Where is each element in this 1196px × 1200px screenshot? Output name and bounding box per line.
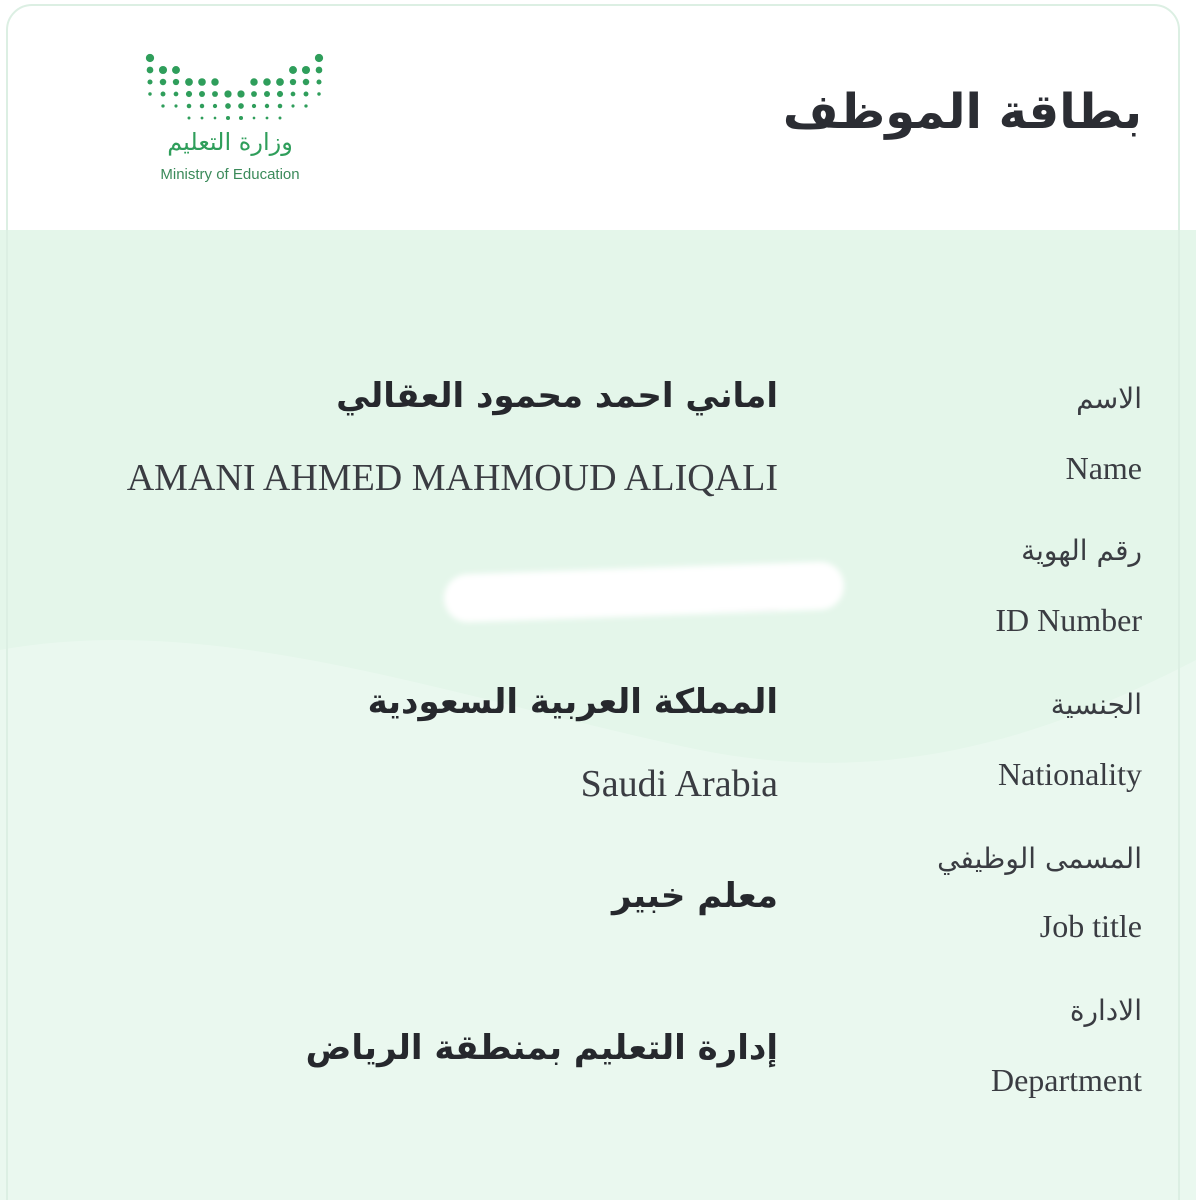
logo-dot [250,78,257,85]
nationality-value-arabic: المملكة العربية السعودية [367,682,778,722]
department-label-arabic: الادارة [1069,994,1142,1027]
logo-dot [316,79,321,84]
logo-dot [188,117,191,120]
job-title-label-english: Job title [1039,908,1142,944]
logo-dot [317,92,320,95]
logo-dot [252,104,256,108]
logo-dot [237,90,244,97]
ministry-dots-icon [140,48,330,126]
logo-dot [264,91,270,97]
logo-dot [303,79,310,86]
card-body [0,230,1196,1200]
logo-dot [304,92,309,97]
name-label-english: Name [1065,450,1142,486]
logo-dot [173,79,179,85]
logo-dot [213,104,217,108]
logo-dot [291,92,296,97]
logo-dot [161,104,164,107]
logo-dot [279,117,282,120]
logo-dot [278,104,283,109]
id-number-label-english: ID Number [995,602,1142,638]
logo-dot [290,79,296,85]
logo-dot [174,104,177,107]
ministry-logo [140,48,330,198]
logo-dot [238,103,244,109]
logo-dot [199,91,205,97]
logo-dot [174,92,179,97]
logo-dot [265,104,269,108]
logo-dot [315,54,323,62]
logo-dot [316,67,323,74]
logo-dot [148,92,151,95]
job-title-value-arabic: معلم خبير [611,876,778,916]
ministry-name-arabic: وزارة التعليم [167,128,293,156]
logo-dot [253,117,256,120]
logo-dot [211,78,218,85]
logo-dot [266,117,269,120]
logo-dot [239,116,243,120]
logo-dot [198,78,206,86]
nationality-label-arabic: الجنسية [1050,688,1142,721]
ministry-name-english: Ministry of Education [160,166,300,183]
logo-dot [289,66,297,74]
logo-dot [304,104,307,107]
logo-dot [161,92,166,97]
logo-dot [185,78,193,86]
name-value-arabic: اماني احمد محمود العقالي [336,376,778,416]
logo-dot [277,91,283,97]
logo-dot [212,91,218,97]
logo-dot [225,103,231,109]
job-title-label-arabic: المسمى الوظيفي [937,842,1142,875]
logo-dot [251,91,257,97]
logo-dot [201,117,204,120]
logo-dot [146,54,154,62]
name-value-english: AMANI AHMED MAHMOUD ALIQALI [126,457,778,499]
logo-dot [147,79,152,84]
logo-dot [276,78,284,86]
logo-dot [263,78,271,86]
department-value-arabic: إدارة التعليم بمنطقة الرياض [305,1028,778,1068]
logo-dot [224,90,231,97]
logo-dot [302,66,310,74]
name-label-arabic: الاسم [1076,382,1142,415]
logo-dot [147,67,154,74]
card-header [0,0,1196,230]
logo-dot [187,104,192,109]
logo-dot [226,116,230,120]
logo-dot [214,117,217,120]
logo-dot [186,91,192,97]
card-title: بطاقة الموظف [782,84,1142,140]
logo-dot [172,66,180,74]
id-number-label-arabic: رقم الهوية [1021,534,1142,567]
logo-dot [160,79,167,86]
logo-dot [291,104,294,107]
logo-dot [200,104,204,108]
nationality-label-english: Nationality [998,756,1142,792]
nationality-value-english: Saudi Arabia [580,763,778,805]
logo-dot [159,66,167,74]
department-label-english: Department [990,1062,1142,1098]
